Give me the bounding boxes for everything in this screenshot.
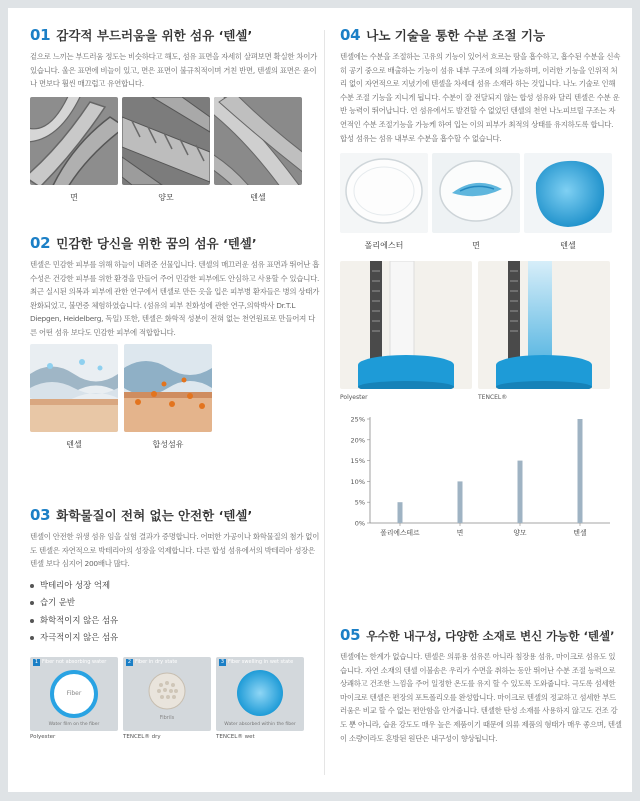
panel-badge: 1 xyxy=(34,658,39,665)
caption-tencel: 텐셀 xyxy=(560,241,576,251)
y-tick-label: 20% xyxy=(350,436,365,445)
skin-image-tencel xyxy=(30,344,118,450)
panel-badge: 2 xyxy=(127,658,132,665)
list-item: 화학적이지 않은 섬유 xyxy=(30,612,320,630)
list-item: 습기 운반 xyxy=(30,594,320,612)
x-tick-label: 양모 xyxy=(513,529,527,538)
section-04 xyxy=(340,26,622,555)
section-body: 텐셀에는 수분을 조절하는 고유의 기능이 있어서 흐르는 땀을 흡수하고, 흡수된 수분을 신속히 공기 중으로 배출하는 기능이 섬유 내부 구조에 의해 가능하며, 이러한 기능을 인위적 처리 없이 자연적으로 지녔기에 텐셀을 차세대 섬유 소재라 하는 것입니다. 나노 기술로 인해 수분 조절 기능을 지니게 됩니다. 수분이 잘 전달되지 않는 합성 섬유와 달리 텐셀은 수분 운반 능력이 뛰어납니다. 언 섬유에서도 발견할 수 없었던 텐셀의 천연 나노피브릴 구조는 자연적인 수분 조절기능을 가능케 하여 입는 이의 피부가 최적의 상태를 유지하도록 합니다. 합성 섬유는 섬유 내부로 수분을 흡수할 수 없습니다. xyxy=(340,52,621,143)
bar xyxy=(398,502,403,523)
benefit-list xyxy=(30,577,320,647)
moisture-bar-chart xyxy=(340,411,620,551)
section-title: 우수한 내구성, 다양한 소재로 변신 가능한 ‘텐셀’ xyxy=(366,629,615,643)
photo-caption: Polyester xyxy=(340,394,368,402)
panel-note: Water film on the fiber xyxy=(48,721,100,727)
x-tick-label: 폴리에스테르 xyxy=(380,529,420,538)
section-05 xyxy=(340,626,622,745)
panel-center-label: Fiber xyxy=(66,689,82,697)
section-03 xyxy=(30,506,320,740)
panel-caption: TENCEL® dry xyxy=(123,733,161,740)
fiber-image-cotton xyxy=(30,97,118,203)
y-tick-label: 15% xyxy=(350,457,365,466)
section-title: 감각적 부드러움을 위한 섬유 ‘텐셀’ xyxy=(56,28,253,43)
section-01-heading xyxy=(30,26,320,44)
panel-caption: TENCEL® wet xyxy=(216,733,255,740)
fiber-image-tencel xyxy=(214,97,302,203)
section-body: 텐셀이 안전한 위생 섬유 임을 실험 결과가 증명합니다. 어떠한 가공이나 화학물질의 첨가 없이도 텐셀은 자연적으로 박테리아의 성장을 억제합니다. 다른 합성 섬유에서의 박테리아 성장은 텐셀 보다 심지어 200배나 많다. xyxy=(30,532,320,569)
list-item: 박테리아 성장 억제 xyxy=(30,577,320,595)
caption-wool: 양모 xyxy=(158,192,174,202)
section-title: 민감한 당신을 위한 꿈의 섬유 ‘텐셀’ xyxy=(56,236,257,251)
panel-caption: Polyester xyxy=(30,733,56,740)
skin-comparison-images xyxy=(30,344,320,450)
panel-badge: 3 xyxy=(220,658,225,665)
fiber-image-wool xyxy=(122,97,210,203)
photo-caption: TENCEL® xyxy=(478,394,508,402)
section-body: 텐셀은 민감한 피부를 위해 하늘이 내려준 선물입니다. 텐셀의 매끄러운 섬유 표면과 뛰어난 흡수성은 건강한 피부를 위한 환경을 만들어 주어 민감한 피부에도 안심하고 사용할 수 있습니다. 최근 실시된 의복과 피부에 관한 연구에서 텐셀로 만든 옷을 입은 피부병 환자들은 병의 상태가 완화되었고, 불면증 체험하였습니다. (섬유의 피부 친화성에 관한 연구,의학박사 Dr.T.L Diepgen, Heidelberg, 독일) 또한, 텐셀은 화학적 성분이 전혀 없는 천연원료로 만들어져 다른 어떤 섬유 보다도 민감한 피부에 적합합니다. xyxy=(30,260,320,337)
wicking-photos xyxy=(340,261,622,401)
caption-synthetic: 합성섬유 xyxy=(152,439,184,449)
panel-note: Water absorbed within the fiber xyxy=(224,721,296,727)
wicking-photo-tencel xyxy=(478,261,610,401)
caption-tencel: 텐셀 xyxy=(250,192,266,202)
bar xyxy=(458,482,463,524)
bar xyxy=(578,419,583,523)
panel-title: Fiber not absorbing water xyxy=(42,658,107,665)
section-number: 01 xyxy=(30,26,51,44)
section-number: 04 xyxy=(340,26,361,44)
panel-tencel-wet xyxy=(216,657,304,740)
caption-polyester: 폴리에스터 xyxy=(364,241,404,251)
x-tick-label: 면 xyxy=(456,529,464,538)
fiber-cross-section-panels xyxy=(30,657,320,740)
panel-tencel-dry xyxy=(123,657,211,740)
panel-title: Fiber in dry state xyxy=(135,658,178,665)
section-01 xyxy=(30,26,320,203)
y-tick-label: 10% xyxy=(350,478,365,487)
section-04-heading xyxy=(340,26,622,44)
section-title: 화학물질이 전혀 없는 안전한 ‘텐셀’ xyxy=(56,508,253,523)
section-number: 03 xyxy=(30,506,51,524)
section-03-heading xyxy=(30,506,320,524)
section-body: 텐셀에는 한계가 없습니다. 텐셀은 의류용 섬유론 아니라 침장용 섬유, 마이크로 섬유도 있습니다. 자연 소재의 텐셀 이불솜은 우리가 수면을 취하는 동안 뛰어난 수분 조절 능력으로 상쾌하고 건조한 느낌을 주어 일정한 온도를 유지 할 수 있도록 도와줍니다. 극도록 섬세한 마이크로 텐셀은 편장의 포트폴리오를 완성합니다. 마이크로 텐셀의 정교하고 섬세한 부드러움은 비교 할 수 없는 편안함을 안겨줍니다. 텐셀한 탄성 소재를 사용하지 않고도 건조 강도 뿐 아니라, 습윤 강도도 매우 높은 제품이기 때문에 의류 제품의 형태가 매우 좋으며, 텐셀이 소량이라도 혼방된 원단은 내구성이 향상됩니다. xyxy=(340,652,622,743)
section-02 xyxy=(30,234,320,450)
caption-cotton: 면 xyxy=(472,241,480,251)
list-item: 자극적이지 않은 섬유 xyxy=(30,629,320,647)
moisture-chart xyxy=(340,411,622,555)
section-05-heading xyxy=(340,626,622,644)
caption-tencel: 텐셀 xyxy=(66,439,82,449)
bar xyxy=(518,461,523,523)
caption-cotton: 면 xyxy=(70,192,78,202)
y-tick-label: 0% xyxy=(354,519,365,528)
section-title: 나노 기술을 통한 수분 조절 기능 xyxy=(366,28,546,43)
absorption-image-cotton xyxy=(432,153,520,251)
x-tick-label: 텐셀 xyxy=(573,529,587,538)
skin-image-synthetic xyxy=(124,344,212,450)
column-divider xyxy=(324,30,325,775)
section-02-heading xyxy=(30,234,320,252)
section-body: 겉으로 느끼는 부드러움 정도는 비슷하다고 해도, 섬유 표면을 자세히 살펴보면 확실한 차이가 있습니다. 울은 표면에 비늘이 있고, 면은 표면이 불규칙적이며 거친 반면, 텐셀의 표면은 윤이나 면보다 훨씬 매끄럽고 유연합니다. xyxy=(30,52,317,89)
section-number: 05 xyxy=(340,626,361,644)
page xyxy=(8,8,632,792)
absorption-image-tencel xyxy=(524,153,612,251)
panel-polyester xyxy=(30,657,118,740)
panel-title: Fiber swelling in wet state xyxy=(228,658,294,665)
absorption-images xyxy=(340,153,622,251)
y-tick-label: 25% xyxy=(350,415,365,424)
wicking-photo-polyester xyxy=(340,261,472,401)
fiber-microscope-images xyxy=(30,97,320,203)
y-tick-label: 5% xyxy=(354,498,365,507)
section-number: 02 xyxy=(30,234,51,252)
absorption-image-polyester xyxy=(340,153,428,251)
panel-center-label: Fibrils xyxy=(159,714,175,721)
